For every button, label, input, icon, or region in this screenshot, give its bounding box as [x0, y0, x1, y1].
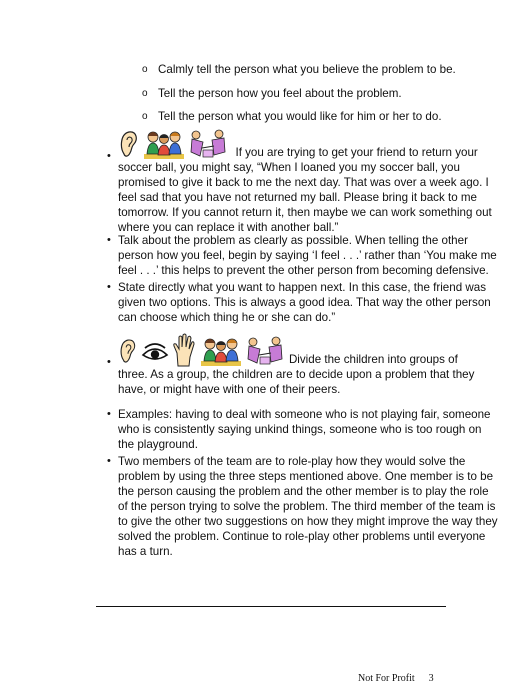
item-text-line: person how you feel, begin by saying ‘I feel . . .’ rather than ‘You make me [118, 249, 497, 262]
page-number: 3 [428, 673, 434, 684]
item-text-line: feel sad that you have not returned my ball. Please bring it back to me [118, 191, 477, 204]
item-text-line: where you can replace it with another ball.” [118, 221, 339, 234]
item-text-line: soccer ball, you might say, “When I loaned you my soccer ball, you [118, 161, 460, 174]
item-text-line: Talk about the problem as clearly as possible. When telling the other [118, 234, 468, 247]
sub-bullet-marker: o [142, 88, 148, 99]
item-text-line: solved the problem. Continue to role-play other problems until everyone [118, 530, 486, 543]
bullet-item-6 [107, 454, 498, 559]
item-text-line: the person causing the problem and the other member is to play the role [118, 485, 489, 498]
sub-bullet-marker: o [142, 64, 148, 75]
sub-bullet-1 [142, 62, 480, 77]
bullet-item-2 [107, 233, 497, 278]
page-footer [358, 671, 434, 686]
sub-bullet-text: Calmly tell the person what you believe the problem to be. [158, 63, 456, 76]
item-text-line: problem by using the three steps mentioned above. One member is to be [118, 470, 494, 483]
hand-icon [172, 333, 196, 367]
children-discussing-icon [188, 128, 228, 160]
item-text-line: tomorrow. If you cannot return it, then maybe we can work something out [118, 206, 492, 219]
item-text-line: has a turn. [118, 545, 173, 558]
children-discussing-icon [245, 335, 285, 367]
children-icon [200, 335, 242, 367]
item-text-line: the playground. [118, 438, 198, 451]
item-text-line: Divide the children into groups of [288, 353, 458, 366]
children-icon [143, 128, 185, 160]
sub-bullet-text: Tell the person what you would like for him or her to do. [158, 110, 442, 123]
bullet-item-5 [107, 407, 491, 452]
ear-icon [118, 128, 140, 160]
item-text-line: of the person trying to solve the problem. The third member of the team is [118, 500, 496, 513]
icon-row-1 [118, 128, 228, 160]
item-text-line: State directly what you want to happen next. In this case, the friend was [118, 281, 486, 294]
bullet-marker: • [107, 150, 111, 162]
item-text-line: Two members of the team are to role-play how they would solve the [118, 455, 466, 468]
bullet-marker: • [107, 281, 111, 293]
sub-bullet-marker: o [142, 111, 148, 122]
bullet-item-3 [107, 280, 491, 325]
item-text-line: to give the other two suggestions on how they might improve the way they [118, 515, 498, 528]
item-text-line: can choose which thing he or she can do.” [118, 311, 336, 324]
icon-row-2 [118, 333, 285, 367]
bullet-item-4 [107, 333, 475, 397]
item-text-line: have, or might have with one of their peers. [118, 383, 341, 396]
bullet-marker: • [107, 234, 111, 246]
item-text-line: three. As a group, the children are to decide upon a problem that they [118, 368, 475, 381]
sub-bullet-3 [142, 109, 480, 124]
sub-bullet-2 [142, 86, 480, 101]
footer-divider [96, 606, 446, 607]
item-text-line: promised to give it back to me the next day. That was over a week ago. I [118, 176, 489, 189]
bullet-item-1 [107, 128, 492, 235]
item-text-line: who is consistently saying unkind things, someone who is too rough on [118, 423, 482, 436]
item-text-line: Examples: having to deal with someone who is not playing fair, someone [118, 408, 491, 421]
item-text-line: feel . . .’ this helps to prevent the other person from becoming defensive. [118, 264, 489, 277]
bullet-marker: • [107, 455, 111, 467]
footer-text: Not For Profit [358, 673, 415, 684]
item-text-line: If you are trying to get your friend to return your [235, 146, 478, 159]
eye-icon [141, 335, 169, 367]
item-text-line: given two options. This is always a good idea. That way the other person [118, 296, 491, 309]
bullet-marker: • [107, 356, 111, 368]
ear-icon [118, 335, 138, 367]
bullet-marker: • [107, 408, 111, 420]
sub-bullet-text: Tell the person how you feel about the problem. [158, 87, 402, 100]
